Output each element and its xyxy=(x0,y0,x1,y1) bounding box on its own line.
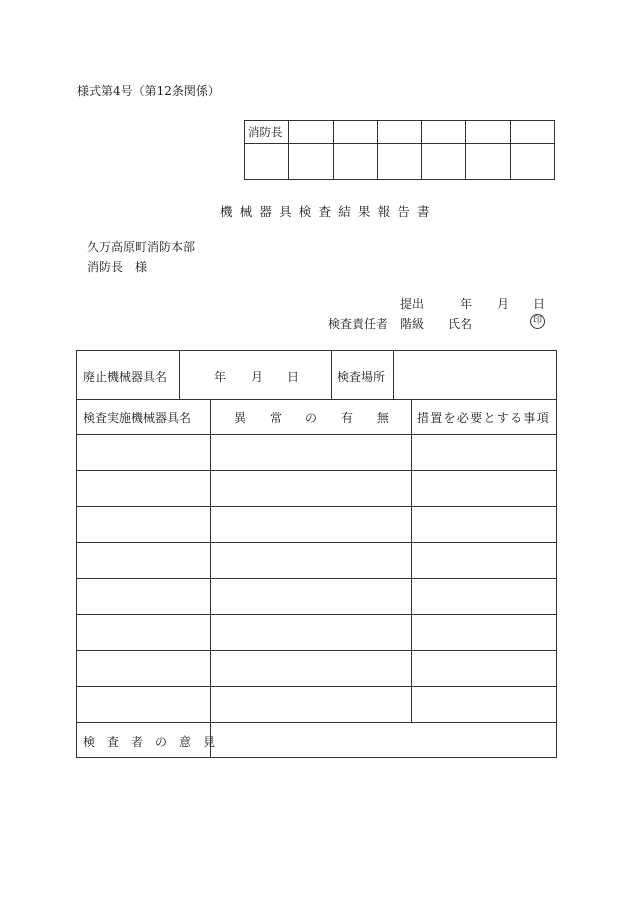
inspector-label: 検査責任者 xyxy=(328,317,389,331)
submitted-label: 提出 xyxy=(400,297,425,311)
action-required-cell[interactable] xyxy=(413,580,554,612)
abnormality-cell[interactable] xyxy=(212,652,409,684)
action-required-cell[interactable] xyxy=(413,616,554,648)
inspector-opinion-field[interactable] xyxy=(215,726,551,754)
equipment-name-cell[interactable] xyxy=(79,688,208,720)
col-header-equipment: 検査実施機械器具名 xyxy=(83,411,192,425)
equipment-name-cell[interactable] xyxy=(79,652,208,684)
stamp-box[interactable] xyxy=(333,144,377,180)
inspection-place-label: 検査場所 xyxy=(337,370,386,384)
disposal-date-year[interactable]: 年 xyxy=(214,370,227,384)
stamp-box[interactable] xyxy=(289,144,333,180)
seal-icon: 印 xyxy=(530,314,545,329)
col-header-abnormal-2: 常 xyxy=(270,411,283,425)
action-required-cell[interactable] xyxy=(413,508,554,540)
equipment-name-cell[interactable] xyxy=(79,436,208,468)
stamp-box[interactable] xyxy=(466,144,510,180)
abnormality-cell[interactable] xyxy=(212,688,409,720)
form-number: 様式第4号（第12条関係） xyxy=(77,84,220,98)
stamp-box[interactable] xyxy=(333,121,377,144)
col-header-abnormal-1: 異 xyxy=(234,411,247,425)
abnormality-cell[interactable] xyxy=(212,580,409,612)
inspector-opinion-label: 検 査 者 の 意 見 xyxy=(83,735,216,749)
equipment-name-cell[interactable] xyxy=(79,580,208,612)
abnormality-cell[interactable] xyxy=(212,508,409,540)
abnormality-cell[interactable] xyxy=(212,616,409,648)
addressee-chief: 消防長 様 xyxy=(87,260,148,274)
action-required-cell[interactable] xyxy=(413,436,554,468)
col-header-abnormal-5: 無 xyxy=(377,411,390,425)
submitted-year[interactable]: 年 xyxy=(460,297,473,311)
stamp-box[interactable] xyxy=(377,121,421,144)
abnormality-cell[interactable] xyxy=(212,544,409,576)
action-required-cell[interactable] xyxy=(413,652,554,684)
disposal-date-day[interactable]: 日 xyxy=(287,370,300,384)
equipment-name-cell[interactable] xyxy=(79,508,208,540)
disposal-date-month[interactable]: 月 xyxy=(251,370,264,384)
col-header-actions: 措置を必要とする事項 xyxy=(417,411,551,425)
stamp-box[interactable] xyxy=(289,121,333,144)
stamp-box[interactable] xyxy=(422,144,466,180)
document-title: 機械器具検査結果報告書 xyxy=(220,204,437,219)
submitted-day[interactable]: 日 xyxy=(533,297,546,311)
submitted-month[interactable]: 月 xyxy=(497,297,510,311)
stamp-label-chief: 消防長 xyxy=(245,121,289,144)
equipment-name-cell[interactable] xyxy=(79,472,208,504)
rank-label[interactable]: 階級 xyxy=(400,317,425,331)
abnormality-cell[interactable] xyxy=(212,472,409,504)
approval-stamp-grid xyxy=(244,120,555,180)
disposal-equipment-label: 廃止機械器具名 xyxy=(83,370,168,384)
col-header-abnormal-3: の xyxy=(305,411,318,425)
stamp-box[interactable] xyxy=(466,121,510,144)
name-label[interactable]: 氏名 xyxy=(448,317,473,331)
action-required-cell[interactable] xyxy=(413,544,554,576)
stamp-box[interactable] xyxy=(245,144,289,180)
stamp-box[interactable] xyxy=(377,144,421,180)
equipment-name-cell[interactable] xyxy=(79,544,208,576)
abnormality-cell[interactable] xyxy=(212,436,409,468)
addressee-office: 久万高原町消防本部 xyxy=(87,240,196,254)
action-required-cell[interactable] xyxy=(413,688,554,720)
col-header-abnormal-4: 有 xyxy=(341,411,354,425)
stamp-box[interactable] xyxy=(510,144,554,180)
stamp-box[interactable] xyxy=(510,121,554,144)
equipment-name-cell[interactable] xyxy=(79,616,208,648)
inspection-place-field[interactable] xyxy=(399,365,549,387)
stamp-box[interactable] xyxy=(422,121,466,144)
inspection-form-table xyxy=(76,350,557,758)
action-required-cell[interactable] xyxy=(413,472,554,504)
